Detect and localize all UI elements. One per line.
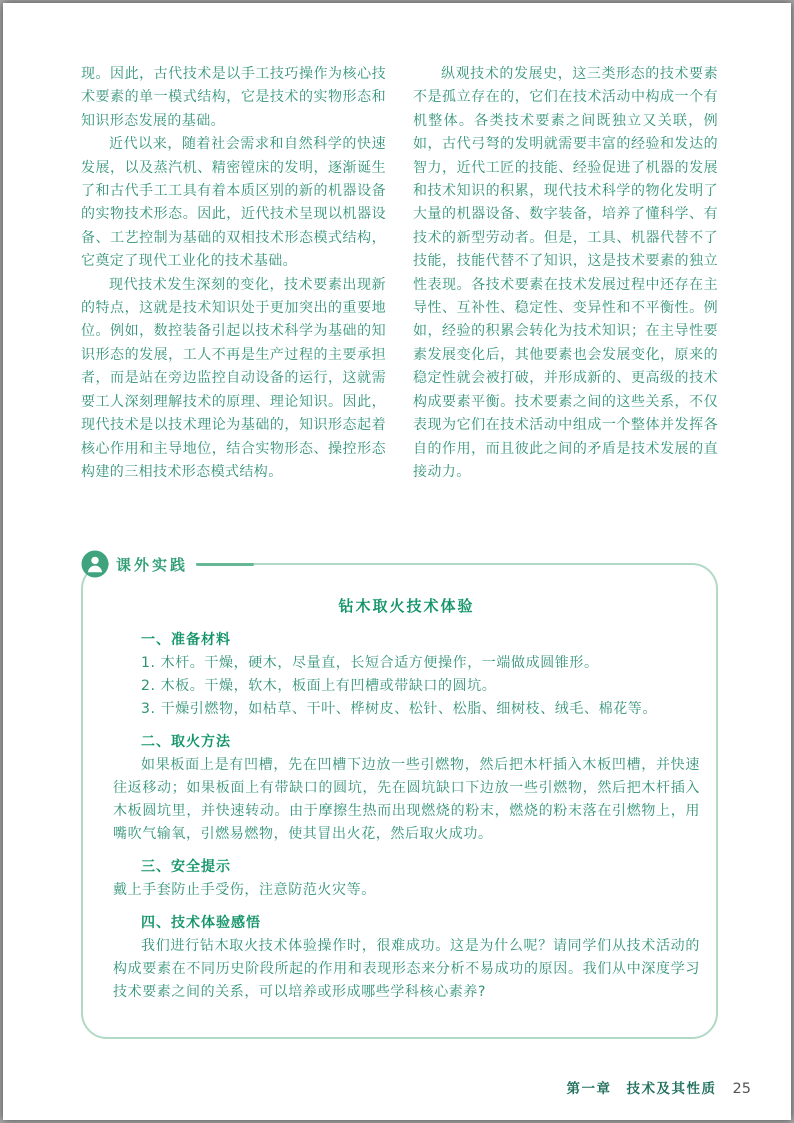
paragraph: 纵观技术的发展史，这三类形态的技术要素不是孤立存在的，它们在技术活动中构成一个有机整体。各类技术要素之间既独立又关联，例如，古代弓弩的发明就需要丰富的经验和发达的智力，近代工匠的技能、经验促进了机器的发展和技术知识的积累，现代技术科学的物化发明了大量的机器设备、数字装备，培养了懂科学、有技术的新型劳动者。但是，工具、机器代替不了技能，技能代替不了知识，这是技术要素的独立性表现。各技术要素在技术发展过程中还存在主导性、互补性、稳定性、变异性和不平衡性。例如，经验的积累会转化为技术知识；在主导性要素发展变化后，其他要素也会发展变化，原来的稳定性就会被打破，并形成新的、更高级的技术构成要素平衡。技术要素之间的这些关系，不仅表现为它们在技术活动中组成一个整体并发挥各自的作用，而且彼此之间的矛盾是技术发展的直接动力。 (413, 66, 718, 480)
page-number: 25 (732, 1081, 751, 1097)
paragraph: 现。因此，古代技术是以手工技巧操作为核心技术要素的单一模式结构，它是技术的实物形态和知识形态发展的基础。 (81, 66, 386, 129)
person-icon (81, 550, 109, 578)
practice-box (81, 563, 718, 1039)
left-column (81, 63, 386, 484)
page-footer (567, 1077, 751, 1097)
section-heading-reflection: 四、技术体验感悟 (141, 915, 261, 931)
chapter-title: 第一章 技术及其性质 (566, 1081, 717, 1097)
body-columns (81, 63, 718, 484)
practice-label: 课外实践 (109, 554, 196, 575)
list-item: 2. 木板。干燥，软木，板面上有凹槽或带缺口的圆坑。 (141, 678, 497, 694)
list-item: 1. 木杆。干燥，硬木，尽量直，长短合适方便操作，一端做成圆锥形。 (141, 655, 599, 671)
section-heading-method: 二、取火方法 (141, 734, 231, 750)
paragraph: 近代以来，随着社会需求和自然科学的快速发展，以及蒸汽机、精密镗床的发明，逐渐诞生了和古代手工工具有着本质区别的新的机器设备的实物技术形态。因此，近代技术呈现以机器设备、工艺控制为基础的双相技术形态模式结构，它奠定了现代工业化的技术基础。 (81, 136, 386, 270)
section-heading-materials: 一、准备材料 (141, 632, 231, 648)
list-item: 3. 干燥引燃物，如枯草、干叶、桦树皮、松针、松脂、细树枝、绒毛、棉花等。 (141, 701, 658, 717)
section-body: 如果板面上是有凹槽，先在凹槽下边放一些引燃物，然后把木杆插入木板凹槽，并快速往返移动；如果板面上有带缺口的圆坑，先在圆坑缺口下边放一些引燃物，然后把木杆插入木板圆坑里，并快速转动。由于摩擦生热而出现燃烧的粉末，燃烧的粉末落在引燃物上，用嘴吹气输氧，引燃易燃物，使其冒出火花，然后取火成功。 (113, 757, 700, 842)
practice-header (81, 550, 718, 578)
textbook-page (3, 3, 791, 1120)
section-body: 我们进行钻木取火技术体验操作时，很难成功。这是为什么呢？请同学们从技术活动的构成要素在不同历史阶段所起的作用和表现形态来分析不易成功的原因。我们从中深度学习技术要素之间的关系，可以培养或形成哪些学科核心素养? (113, 938, 700, 1000)
practice-activity-section (81, 550, 718, 1039)
right-column (413, 63, 718, 484)
activity-title: 钻木取火技术体验 (338, 597, 475, 615)
section-heading-safety: 三、安全提示 (141, 859, 231, 875)
header-rule (196, 563, 254, 566)
paragraph: 现代技术发生深刻的变化，技术要素出现新的特点，这就是技术知识处于更加突出的重要地位。例如，数控装备引起以技术科学为基础的知识形态的发展，工人不再是生产过程的主要承担者，而是站在旁边监控自动设备的运行，这就需要工人深刻理解技术的原理、理论知识。因此，现代技术是以技术理论为基础的，知识形态起着核心作用和主导地位，结合实物形态、操控形态构建的三相技术形态模式结构。 (81, 276, 386, 480)
section-body: 戴上手套防止手受伤，注意防范火灾等。 (113, 882, 376, 898)
